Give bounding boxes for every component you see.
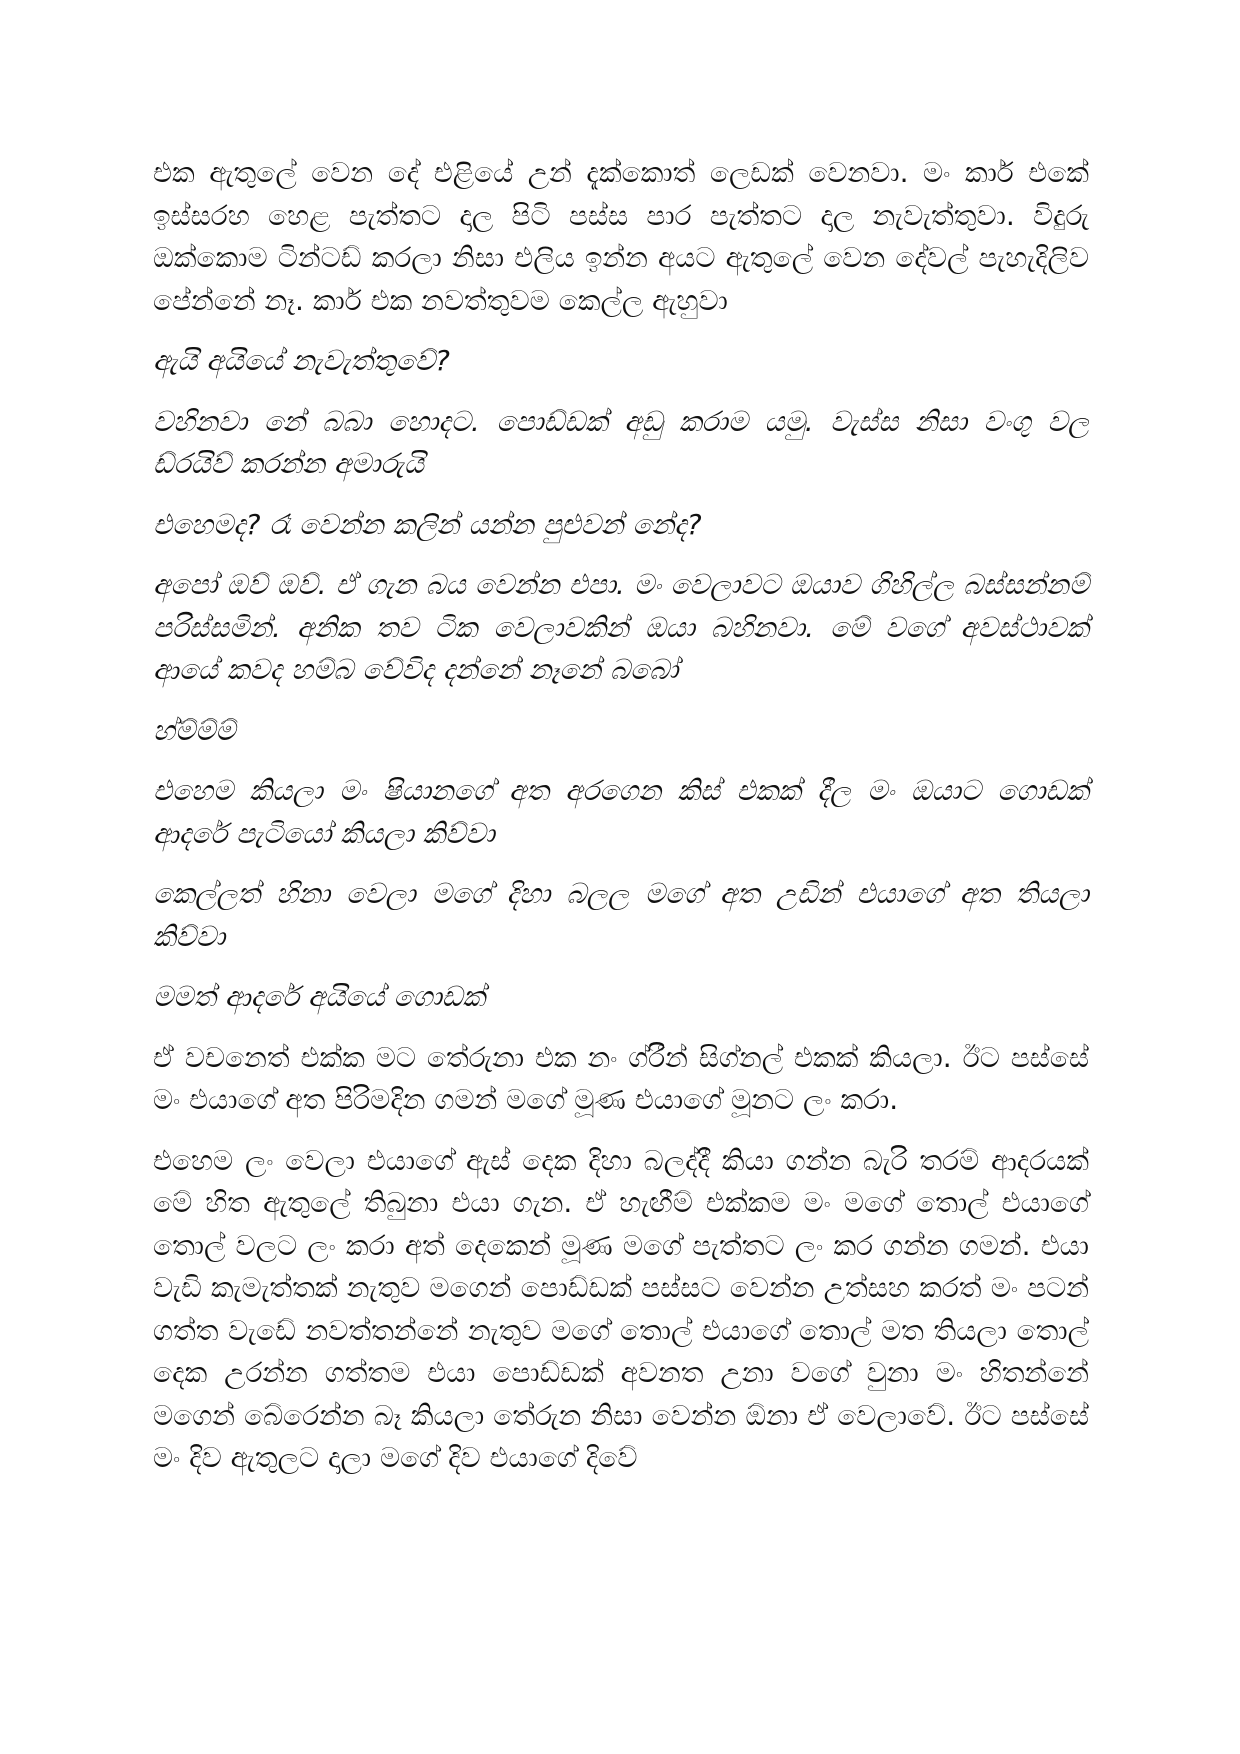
paragraph-9: මමත් ආදරේ අයියේ ගොඩක් — [153, 980, 486, 1013]
paragraph-5: අපෝ ඔව් ඔව්. ඒ ගැන බය වෙන්න එපා. මං වෙලාවට ඔයාව ගිහිල්ල බස්සන්නම් පරිස්සමින්. අනික තව ටික වෙලාවකින් ඔයා බහිනවා. මේ වගේ අවස්ථාවක් ආයේ කවද හම්බ වේවිද දන්නේ නෑනේ බබෝ — [153, 568, 1089, 686]
paragraph-3: වහිනවා නේ බබා හොදට. පොඩ්ඩක් අඩු කරාම යමු. වැස්ස නිසා වංගු වල ඩ්රයිව් කරන්න අමාරුයි — [153, 404, 1089, 480]
paragraph-11: එහෙම ලං වෙලා එයාගේ ඇස් දෙක දිහා බලද්දී කියා ගන්න බැරි තරම් ආදරයක් මේ හිත ඇතුලේ තිබුනා එයා ගැන. ඒ හැඟීම් එක්කම මං මගේ තොල් එයාගේ තොල් වලට ලං කරා අත් දෙකෙන් මූණ මගේ පැත්තට ලං කර ගන්න ගමන්. එයා වැඩි කැමැත්තක් නැතුව මගෙන් පොඩ්ඩක් පස්සට වෙන්න උත්සහ කරත් මං පටන් ගත්ත වැඩේ නවත්තන්නේ නැතුව මගේ තොල් එයාගේ තොල් මත තියලා තොල් දෙක උරන්න ගත්තම එයා පොඩ්ඩක් අවනත උනා වගේ වුනා මං හිතන්නේ මගෙන් බේරෙන්න බෑ කියලා තේරුන නිසා වෙන්න ඕනා ඒ වෙලාවේ. ඊට පස්සේ මං දිව ඇතුලට දාලා මගේ දිව එයාගේ දිවේ — [153, 1143, 1089, 1474]
paragraph-4: එහෙමද? රෑ වෙන්න කලින් යන්න පුළුවන් නේද? — [153, 507, 702, 541]
paragraph-8: කෙල්ලත් හිනා වෙලා මගේ දිහා බලල මගේ අත උඩින් එයාගේ අත තියලා කිව්වා — [153, 877, 1089, 953]
paragraph-7: එහෙම කියලා මං ෂියානගේ අත අරගෙන කිස් එකක් දීල මං ඔයාට ගොඩක් ආදරේ පැටියෝ කියලා කිව්වා — [153, 774, 1089, 850]
paragraph-6: හ්ම්ම්ම් — [153, 713, 236, 747]
document-body — [153, 152, 1089, 1498]
paragraph-10: ඒ වචනෙත් එක්ක මට තේරුනා එක නං ග්රීන් සිග්නල් එකක් කියලා. ඊට පස්සේ මං එයාගේ අත පිරිමදින ගමන් මගේ මූණ එයාගේ මූනට ලං කරා. — [153, 1040, 1089, 1116]
paragraph-1: එක ඇතුලේ වෙන දේ එළියේ උන් දැක්කොත් ලෙඩක් වෙනවා. මං කාර් එකේ ඉස්සරහ හෙළ පැත්තට දාල පිටි පස්ස පාර පැත්තට දාල නැවැත්තුවා. විදුරු ඔක්කොම ටින්ටඩ් කරලා නිසා එලිය ඉන්න අයට ඇතුලේ වෙන දේවල් පැහැදිලිව පේන්නේ නෑ. කාර් එක නවත්තුවම කෙල්ල ඇහුවා — [153, 156, 1089, 317]
paragraph-2: ඇයි අයියේ නැවැත්තුවේ? — [153, 344, 450, 377]
